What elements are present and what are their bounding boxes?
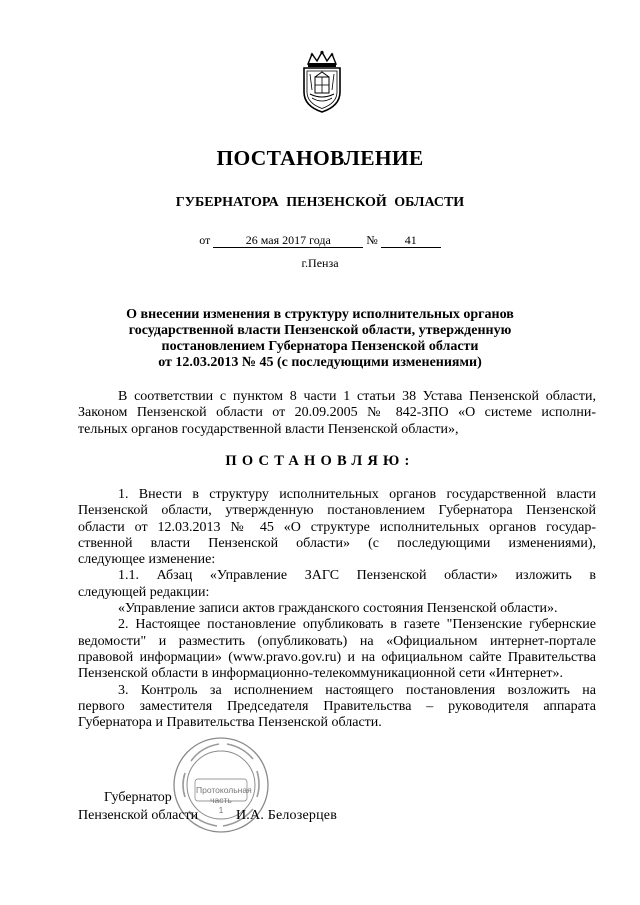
text-line: В соответствии с пунктом 8 части 1 статьи 38 Устава Пензенской области,	[118, 389, 596, 404]
coat-of-arms-icon	[300, 50, 344, 114]
signatory-position	[78, 789, 198, 825]
document-heading	[80, 307, 560, 371]
text-line: ведомости" и разместить (опубликовать) на «Официальном интернет-портале	[78, 633, 596, 649]
text-line: области от 12.03.2013 № 45 «О структуре исполнительных органов государ-	[78, 519, 596, 535]
heading-line: О внесении изменения в структуру исполнительных органов	[126, 307, 514, 322]
heading-line: государственной власти Пензенской области, утвержденную	[128, 323, 512, 338]
text-line: правовой информации» (www.pravo.gov.ru) и на официальном сайте Правительства	[78, 649, 596, 665]
signatory-position-line2: Пензенской области	[78, 808, 199, 823]
body-paragraphs	[78, 487, 596, 731]
document-title: ПОСТАНОВЛЕНИЕ	[216, 146, 424, 170]
text-line: тельных органов государственной власти Пензенской области»,	[78, 421, 459, 437]
text-line: первого заместителя Председателя Правительства – руководителя аппарата	[78, 698, 596, 714]
text-line: «Управление записи актов гражданского состояния Пензенской области».	[118, 601, 558, 617]
text-line: ственной власти Пензенской области» (с последующими изменениями),	[78, 535, 596, 551]
number-prefix: №	[366, 233, 378, 247]
signatory-position-line1: Губернатор	[104, 790, 172, 805]
document-number: 41	[381, 234, 441, 248]
resolve-heading: ПОСТАНОВЛЯЮ:	[225, 453, 415, 469]
text-line: Законом Пензенской области от 20.09.2005 № 842-ЗПО «О системе исполни-	[78, 405, 596, 421]
document-date: 26 мая 2017 года	[213, 234, 363, 248]
stamp-text: Протокольная часть 1	[196, 785, 252, 815]
date-prefix: от	[199, 233, 211, 247]
preamble-paragraph	[78, 389, 596, 438]
text-line: 1.1. Абзац «Управление ЗАГС Пензенской области» изложить в	[118, 568, 596, 584]
text-line: Пензенской области в информационно-телекоммуникационной сети «Интернет».	[78, 666, 564, 682]
document-subtitle: ГУБЕРНАТОРА ПЕНЗЕНСКОЙ ОБЛАСТИ	[175, 195, 465, 210]
text-line: 3. Контроль за исполнением настоящего постановления возложить на	[118, 682, 596, 698]
text-line: 1. Внести в структуру исполнительных органов государственной власти	[118, 487, 596, 502]
text-line: Пензенской области, утвержденную постановлением Губернатора Пензенской	[78, 503, 596, 519]
document-city: г.Пенза	[301, 256, 339, 270]
date-number-line	[0, 233, 640, 248]
heading-line: постановлением Губернатора Пензенской области	[161, 339, 479, 354]
text-line: 2. Настоящее постановление опубликовать в газете "Пензенские губернские	[118, 617, 596, 633]
heading-line: от 12.03.2013 № 45 (с последующими изменениями)	[158, 355, 482, 370]
text-line: следующей редакции:	[78, 584, 210, 600]
signatory-name: И.А. Белозерцев	[236, 808, 338, 823]
text-line: Губернатора и Правительства Пензенской области.	[78, 715, 382, 731]
text-line: следующее изменение:	[78, 552, 216, 568]
